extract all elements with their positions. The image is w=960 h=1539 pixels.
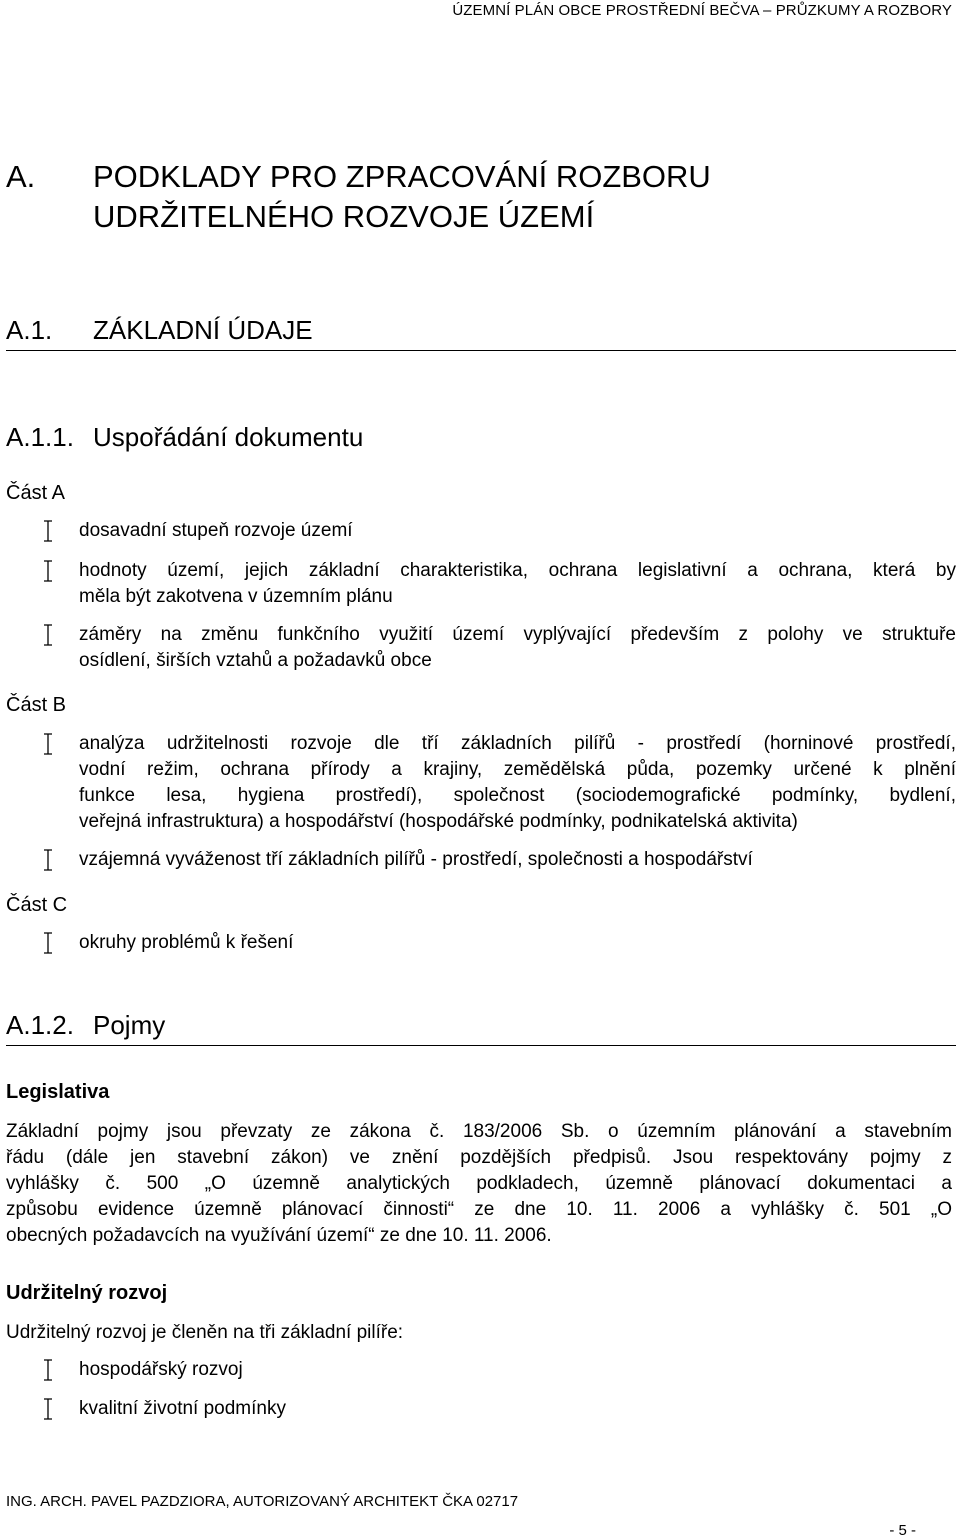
dash-bullet-icon xyxy=(42,1398,54,1420)
part-a-label: Část A xyxy=(6,482,65,504)
footer-author: ING. ARCH. PAVEL PAZDZIORA, AUTORIZOVANÝ ARCHITEKT ČKA 02717 xyxy=(6,1493,519,1510)
section-a11-number: A.1.1. xyxy=(6,422,74,452)
list-item xyxy=(42,518,956,544)
list-item-text: záměry na změnu funkčního využití území vyplývající především z polohy ve struktuře xyxy=(79,624,956,645)
section-a-heading xyxy=(6,157,906,237)
section-a1-number: A.1. xyxy=(6,315,53,345)
list-item xyxy=(42,1357,956,1383)
paragraph-line: Základní pojmy jsou převzaty ze zákona č. 183/2006 Sb. o územním plánování a stavebním xyxy=(6,1121,952,1142)
section-a12-number: A.1.2. xyxy=(6,1010,74,1040)
list-item-text: vodní režim, ochrana přírody a krajiny, zemědělská půda, pozemky určené k plnění xyxy=(79,759,956,780)
list-item-text: hospodářský rozvoj xyxy=(79,1359,243,1380)
section-a12-title: Pojmy xyxy=(93,1010,166,1040)
list-item xyxy=(42,622,956,674)
part-b-label: Část B xyxy=(6,694,67,716)
paragraph-line: řádu (dále jen stavební zákon) ve znění pozdějších předpisů. Jsou respektovány pojmy z xyxy=(6,1147,952,1168)
list-item xyxy=(42,1396,956,1422)
list-item xyxy=(42,558,956,610)
paragraph-line: vyhlášky č. 500 „O územně analytických podkladech, územně plánovací dokumentaci a xyxy=(6,1173,952,1194)
list-item xyxy=(42,930,956,956)
list-item xyxy=(42,847,956,873)
section-a-title-line2: UDRŽITELNÉHO ROZVOJE ÚZEMÍ xyxy=(93,199,595,234)
paragraph-line: obecných požadavcích na využívání území“ ze dne 10. 11. 2006. xyxy=(6,1225,552,1246)
list-item-text: osídlení, širších vztahů a požadavků obce xyxy=(79,650,432,671)
sustainable-heading: Udržitelný rozvoj xyxy=(6,1282,168,1304)
list-item-text: okruhy problémů k řešení xyxy=(79,932,294,953)
list-item-text: kvalitní životní podmínky xyxy=(79,1398,286,1419)
list-item xyxy=(42,731,956,835)
section-a1-rule xyxy=(6,350,956,351)
section-a-title-line1: PODKLADY PRO ZPRACOVÁNÍ ROZBORU xyxy=(93,159,711,194)
list-item-text: měla být zakotvena v územním plánu xyxy=(79,586,393,607)
dash-bullet-icon xyxy=(42,560,54,582)
dash-bullet-icon xyxy=(42,1359,54,1381)
page-number: - 5 - xyxy=(889,1522,916,1539)
dash-bullet-icon xyxy=(42,733,54,755)
dash-bullet-icon xyxy=(42,849,54,871)
section-a11-title: Uspořádání dokumentu xyxy=(93,422,364,452)
list-item-text: analýza udržitelnosti rozvoje dle tří základních pilířů - prostředí (horninové prostředí, xyxy=(79,733,956,754)
dash-bullet-icon xyxy=(42,520,54,542)
legislation-heading: Legislativa xyxy=(6,1081,110,1103)
section-a-number: A. xyxy=(6,159,36,194)
sustainable-intro: Udržitelný rozvoj je členěn na tři základní pilíře: xyxy=(6,1322,404,1343)
dash-bullet-icon xyxy=(42,932,54,954)
legislation-paragraph xyxy=(6,1119,952,1249)
section-a1-title: ZÁKLADNÍ ÚDAJE xyxy=(93,315,313,345)
list-item-text: veřejná infrastruktura) a hospodářství (hospodářské podmínky, podnikatelská aktivita) xyxy=(79,811,798,832)
page-header: ÚZEMNÍ PLÁN OBCE PROSTŘEDNÍ BEČVA – PRŮZKUMY A ROZBORY xyxy=(452,2,952,19)
list-item-text: hodnoty území, jejich základní charakteristika, ochrana legislativní a ochrana, která by xyxy=(79,560,956,581)
list-item-text: funkce lesa, hygiena prostředí), společnost (sociodemografické podmínky, bydlení, xyxy=(79,785,956,806)
part-c-label: Část C xyxy=(6,894,68,916)
list-item-text: vzájemná vyváženost tří základních pilířů - prostředí, společnosti a hospodářství xyxy=(79,849,753,870)
dash-bullet-icon xyxy=(42,624,54,646)
paragraph-line: způsobu evidence územně plánovací činnosti“ ze dne 10. 11. 2006 a vyhlášky č. 501 „O xyxy=(6,1199,952,1220)
section-a12-rule xyxy=(6,1045,956,1046)
list-item-text: dosavadní stupeň rozvoje území xyxy=(79,520,353,541)
